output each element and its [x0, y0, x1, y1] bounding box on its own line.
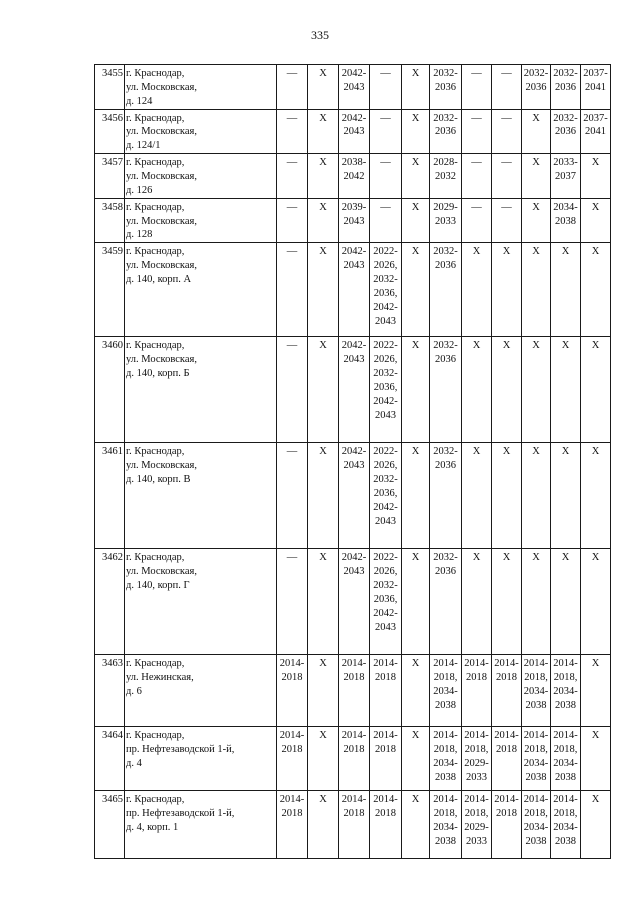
value-text: X: [411, 340, 420, 352]
value-cell: [308, 198, 339, 243]
address-cell: [125, 655, 277, 727]
value-cell: [522, 443, 551, 549]
address-text: г. Краснодар, ул. Московская, д. 124/1: [126, 112, 197, 152]
row-number: 3455: [95, 65, 125, 110]
value-cell: [522, 243, 551, 337]
value-cell: [581, 549, 611, 655]
value-text: —: [380, 112, 391, 124]
value-cell: [277, 109, 308, 154]
value-cell: [492, 65, 522, 110]
row-number: 3462: [95, 549, 125, 655]
value-cell: [402, 655, 430, 727]
value-text: X: [561, 246, 570, 258]
value-text: 2014- 2018, 2034- 2038: [433, 730, 458, 783]
value-text: —: [380, 201, 391, 213]
value-cell: [370, 791, 402, 859]
value-text: X: [411, 157, 420, 169]
value-text: X: [561, 552, 570, 564]
row-number: 3463: [95, 655, 125, 727]
value-cell: [581, 791, 611, 859]
value-cell: [370, 655, 402, 727]
value-text: 2032- 2036: [433, 340, 458, 366]
value-text: 2014- 2018: [373, 794, 398, 820]
value-cell: [492, 549, 522, 655]
value-cell: [308, 549, 339, 655]
value-cell: [462, 549, 492, 655]
value-cell: [277, 65, 308, 110]
value-text: 2014- 2018: [373, 658, 398, 684]
value-text: 2014- 2018, 2034- 2038: [523, 794, 549, 847]
value-text: X: [411, 794, 420, 806]
value-cell: [492, 727, 522, 791]
value-text: X: [319, 658, 327, 670]
value-cell: [402, 154, 430, 199]
value-text: 2037- 2041: [583, 68, 608, 93]
value-cell: [522, 655, 551, 727]
value-cell: [308, 109, 339, 154]
value-cell: [339, 443, 370, 549]
value-cell: [551, 65, 581, 110]
value-cell: [492, 337, 522, 443]
value-text: X: [319, 246, 327, 258]
value-cell: [402, 337, 430, 443]
value-cell: [402, 198, 430, 243]
value-text: X: [472, 552, 481, 564]
value-text: 2014- 2018: [494, 730, 519, 756]
value-cell: [551, 549, 581, 655]
value-text: —: [471, 201, 482, 213]
value-cell: [339, 65, 370, 110]
table-body: [95, 65, 611, 859]
value-text: X: [591, 658, 600, 670]
value-cell: [308, 655, 339, 727]
value-cell: [522, 198, 551, 243]
row-number: 3465: [95, 791, 125, 859]
value-cell: [581, 154, 611, 199]
value-text: X: [411, 658, 420, 670]
value-text: 2014- 2018, 2034- 2038: [553, 794, 578, 847]
value-text: X: [591, 340, 600, 352]
value-text: 2032- 2036: [553, 68, 578, 93]
value-text: X: [472, 446, 481, 458]
value-text: X: [319, 157, 327, 169]
address-cell: [125, 243, 277, 337]
value-cell: [370, 109, 402, 154]
value-text: 2014- 2018: [341, 730, 367, 756]
address-text: г. Краснодар, ул. Московская, д. 140, корп. В: [126, 446, 197, 486]
value-text: X: [411, 730, 420, 742]
value-cell: [581, 337, 611, 443]
value-cell: [492, 198, 522, 243]
value-text: 2014- 2018: [464, 658, 489, 684]
row-number: 3461: [95, 443, 125, 549]
value-cell: [308, 727, 339, 791]
value-text: X: [411, 552, 420, 564]
value-cell: [430, 727, 462, 791]
value-text: 2014- 2018, 2034- 2038: [523, 730, 549, 783]
value-text: —: [501, 112, 512, 124]
value-cell: [581, 727, 611, 791]
value-text: —: [286, 246, 298, 258]
value-text: X: [532, 246, 540, 258]
value-text: 2037- 2041: [583, 112, 608, 138]
value-cell: [430, 337, 462, 443]
value-text: X: [561, 340, 570, 352]
value-cell: [339, 154, 370, 199]
value-cell: [277, 337, 308, 443]
value-text: X: [502, 246, 511, 258]
address-text: г. Краснодар, ул. Московская, д. 126: [126, 157, 197, 196]
value-text: 2032- 2036: [433, 246, 458, 272]
table-row: [95, 198, 611, 243]
value-text: —: [286, 201, 298, 213]
table-row: [95, 791, 611, 859]
value-cell: [522, 791, 551, 859]
value-text: 2014- 2018, 2029- 2033: [464, 794, 489, 847]
value-text: X: [591, 157, 600, 169]
value-text: —: [380, 157, 391, 169]
value-cell: [581, 655, 611, 727]
value-cell: [522, 65, 551, 110]
value-text: X: [472, 340, 481, 352]
value-text: X: [472, 246, 481, 258]
value-cell: [430, 443, 462, 549]
row-number: 3458: [95, 198, 125, 243]
value-text: —: [286, 112, 298, 124]
value-cell: [462, 243, 492, 337]
table-row: [95, 243, 611, 337]
value-cell: [277, 549, 308, 655]
value-text: X: [591, 246, 600, 258]
value-cell: [370, 65, 402, 110]
value-cell: [308, 337, 339, 443]
value-cell: [308, 154, 339, 199]
address-text: г. Краснодар, ул. Московская, д. 140, корп. Б: [126, 340, 197, 380]
address-cell: [125, 791, 277, 859]
value-text: 2032- 2036: [523, 68, 549, 93]
value-text: 2014- 2018, 2034- 2038: [553, 730, 578, 783]
value-cell: [370, 154, 402, 199]
value-cell: [492, 791, 522, 859]
value-cell: [402, 109, 430, 154]
value-cell: [339, 791, 370, 859]
value-cell: [402, 549, 430, 655]
value-text: X: [502, 552, 511, 564]
row-number: 3460: [95, 337, 125, 443]
row-number: 3459: [95, 243, 125, 337]
value-cell: [308, 791, 339, 859]
value-cell: [462, 337, 492, 443]
value-cell: [551, 791, 581, 859]
address-cell: [125, 65, 277, 110]
value-cell: [402, 443, 430, 549]
value-text: X: [591, 446, 600, 458]
value-text: 2014- 2018: [279, 658, 305, 684]
value-cell: [339, 727, 370, 791]
value-text: 2014- 2018: [373, 730, 398, 756]
table-row: [95, 727, 611, 791]
value-cell: [551, 727, 581, 791]
table-row: [95, 65, 611, 110]
value-cell: [339, 655, 370, 727]
value-cell: [402, 727, 430, 791]
value-text: X: [561, 446, 570, 458]
value-text: 2032- 2036: [433, 552, 458, 578]
address-text: г. Краснодар, ул. Нежинская, д. 6: [126, 658, 194, 698]
value-text: 2028- 2032: [433, 157, 458, 183]
value-cell: [277, 443, 308, 549]
value-cell: [430, 791, 462, 859]
value-cell: [339, 243, 370, 337]
value-text: X: [502, 340, 511, 352]
value-text: 2014- 2018, 2034- 2038: [523, 658, 549, 711]
table-row: [95, 337, 611, 443]
value-text: X: [502, 446, 511, 458]
value-text: X: [411, 68, 420, 79]
value-cell: [277, 727, 308, 791]
value-cell: [462, 154, 492, 199]
value-text: X: [532, 552, 540, 564]
value-cell: [370, 198, 402, 243]
value-text: 2032- 2036: [433, 112, 458, 138]
address-cell: [125, 109, 277, 154]
table-row: [95, 549, 611, 655]
address-cell: [125, 337, 277, 443]
value-text: 2039- 2043: [341, 201, 367, 227]
value-text: X: [319, 552, 327, 564]
value-text: 2022- 2026, 2032- 2036, 2042- 2043: [373, 446, 398, 527]
value-cell: [551, 109, 581, 154]
value-cell: [370, 243, 402, 337]
value-text: 2042- 2043: [341, 552, 367, 578]
value-cell: [581, 109, 611, 154]
value-text: —: [286, 157, 298, 169]
value-cell: [551, 198, 581, 243]
row-number: 3456: [95, 109, 125, 154]
value-text: 2014- 2018: [494, 658, 519, 684]
value-text: —: [286, 68, 298, 79]
value-text: —: [286, 552, 298, 564]
value-cell: [492, 443, 522, 549]
value-cell: [581, 198, 611, 243]
row-number: 3457: [95, 154, 125, 199]
value-text: 2014- 2018: [494, 794, 519, 820]
value-text: 2029- 2033: [433, 201, 458, 227]
value-text: X: [591, 730, 600, 742]
value-cell: [522, 154, 551, 199]
value-text: —: [286, 446, 298, 458]
value-cell: [551, 337, 581, 443]
value-text: 2014- 2018, 2029- 2033: [464, 730, 489, 783]
value-text: 2032- 2036: [433, 68, 458, 93]
value-cell: [492, 154, 522, 199]
page-number: 335: [311, 28, 329, 42]
value-text: X: [591, 794, 600, 806]
value-text: X: [532, 112, 540, 124]
value-text: X: [411, 201, 420, 213]
value-text: —: [471, 157, 482, 169]
value-cell: [277, 655, 308, 727]
value-cell: [492, 655, 522, 727]
table-row: [95, 109, 611, 154]
value-cell: [462, 198, 492, 243]
value-cell: [581, 443, 611, 549]
value-cell: [277, 243, 308, 337]
value-text: 2014- 2018, 2034- 2038: [433, 658, 458, 711]
address-text: г. Краснодар, пр. Нефтезаводской 1-й, д. 4: [126, 730, 235, 770]
value-cell: [370, 549, 402, 655]
value-cell: [462, 65, 492, 110]
value-text: 2014- 2018: [341, 658, 367, 684]
value-cell: [370, 337, 402, 443]
value-cell: [462, 109, 492, 154]
address-text: г. Краснодар, ул. Московская, д. 124: [126, 68, 197, 107]
value-text: —: [471, 112, 482, 124]
address-text: г. Краснодар, ул. Московская, д. 140, корп. А: [126, 246, 197, 286]
value-cell: [581, 243, 611, 337]
value-text: X: [591, 201, 600, 213]
value-text: 2042- 2043: [341, 68, 367, 93]
value-cell: [522, 109, 551, 154]
value-cell: [430, 154, 462, 199]
row-number: 3464: [95, 727, 125, 791]
value-cell: [430, 198, 462, 243]
value-cell: [462, 791, 492, 859]
value-text: X: [319, 730, 327, 742]
value-text: 2022- 2026, 2032- 2036, 2042- 2043: [373, 552, 398, 633]
value-text: —: [501, 68, 512, 79]
value-cell: [430, 655, 462, 727]
value-text: X: [319, 340, 327, 352]
value-text: 2042- 2043: [341, 446, 367, 472]
value-text: X: [319, 68, 327, 79]
address-cell: [125, 198, 277, 243]
value-cell: [430, 549, 462, 655]
value-text: 2042- 2043: [341, 246, 367, 272]
value-cell: [339, 109, 370, 154]
value-text: 2042- 2043: [341, 340, 367, 366]
value-cell: [581, 65, 611, 110]
value-cell: [370, 727, 402, 791]
value-text: 2033- 2037: [553, 157, 578, 183]
value-text: —: [286, 340, 298, 352]
value-text: 2038- 2042: [341, 157, 367, 183]
value-text: 2032- 2036: [553, 112, 578, 138]
value-text: X: [532, 446, 540, 458]
table-row: [95, 443, 611, 549]
value-cell: [339, 337, 370, 443]
value-cell: [277, 154, 308, 199]
value-text: X: [319, 794, 327, 806]
address-text: г. Краснодар, ул. Московская, д. 128: [126, 201, 197, 241]
value-cell: [402, 791, 430, 859]
value-cell: [551, 655, 581, 727]
value-text: 2014- 2018: [341, 794, 367, 820]
schedule-table: [94, 64, 611, 859]
value-cell: [522, 337, 551, 443]
value-cell: [551, 154, 581, 199]
value-text: 2014- 2018: [279, 794, 305, 820]
value-cell: [339, 549, 370, 655]
value-cell: [522, 549, 551, 655]
value-text: X: [411, 446, 420, 458]
value-text: X: [319, 446, 327, 458]
value-text: 2022- 2026, 2032- 2036, 2042- 2043: [373, 340, 398, 421]
table-row: [95, 655, 611, 727]
value-text: 2042- 2043: [341, 112, 367, 138]
value-cell: [430, 109, 462, 154]
address-text: г. Краснодар, ул. Московская, д. 140, корп. Г: [126, 552, 197, 592]
value-cell: [308, 65, 339, 110]
value-cell: [522, 727, 551, 791]
value-cell: [402, 243, 430, 337]
table-row: [95, 154, 611, 199]
value-text: X: [319, 201, 327, 213]
value-cell: [462, 655, 492, 727]
value-cell: [277, 198, 308, 243]
value-cell: [462, 443, 492, 549]
value-text: —: [501, 201, 512, 213]
value-cell: [370, 443, 402, 549]
value-text: 2014- 2018: [279, 730, 305, 756]
value-cell: [462, 727, 492, 791]
value-text: 2022- 2026, 2032- 2036, 2042- 2043: [373, 246, 398, 327]
address-cell: [125, 443, 277, 549]
value-cell: [551, 243, 581, 337]
address-text: г. Краснодар, пр. Нефтезаводской 1-й, д. 4, корп. 1: [126, 794, 235, 834]
value-text: 2032- 2036: [433, 446, 458, 472]
address-cell: [125, 727, 277, 791]
value-cell: [308, 243, 339, 337]
value-cell: [551, 443, 581, 549]
value-text: —: [471, 68, 482, 79]
value-text: X: [591, 552, 600, 564]
value-text: X: [532, 201, 540, 213]
value-cell: [492, 243, 522, 337]
value-text: —: [501, 157, 512, 169]
value-text: X: [411, 112, 420, 124]
value-text: X: [319, 112, 327, 124]
value-text: —: [380, 68, 391, 79]
value-cell: [430, 65, 462, 110]
value-cell: [430, 243, 462, 337]
value-text: 2034- 2038: [553, 201, 578, 227]
value-cell: [308, 443, 339, 549]
address-cell: [125, 154, 277, 199]
value-text: X: [532, 340, 540, 352]
value-text: 2014- 2018, 2034- 2038: [433, 794, 458, 847]
address-cell: [125, 549, 277, 655]
value-text: X: [532, 157, 540, 169]
value-text: 2014- 2018, 2034- 2038: [553, 658, 578, 711]
value-cell: [339, 198, 370, 243]
value-cell: [492, 109, 522, 154]
value-cell: [402, 65, 430, 110]
value-cell: [277, 791, 308, 859]
value-text: X: [411, 246, 420, 258]
